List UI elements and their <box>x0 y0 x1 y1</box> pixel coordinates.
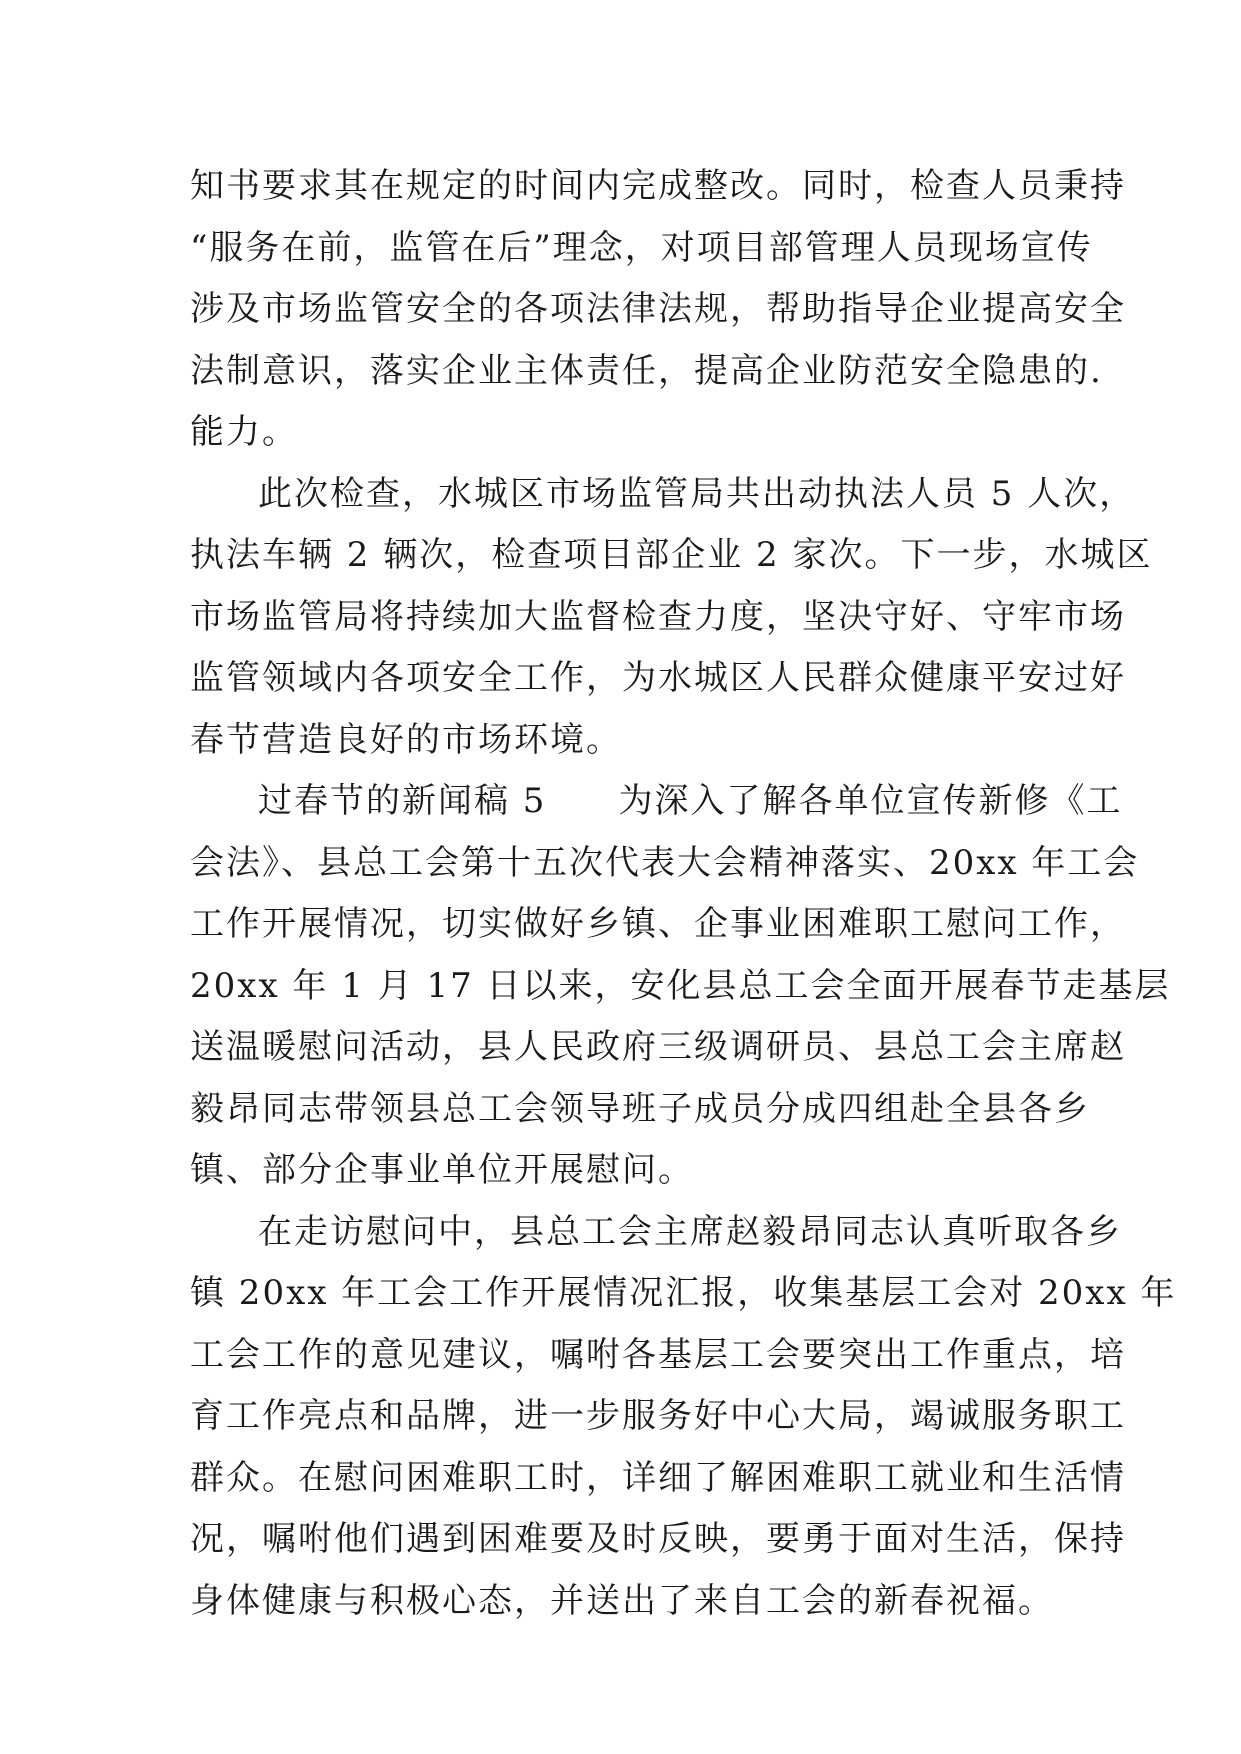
text-line: 20xx 年 1 月 17 日以来，安化县总工会全面开展春节走基层 <box>190 965 1171 1006</box>
text-line: 市场监管局将持续加大监督检查力度，坚决守好、守牢市场 <box>190 596 1126 637</box>
text-line: 镇 20xx 年工会工作开展情况汇报，收集基层工会对 20xx 年 <box>190 1273 1177 1313</box>
text-line: 群众。在慰问困难职工时，详细了解困难职工就业和生活情 <box>190 1457 1126 1498</box>
text-line: 法制意识，落实企业主体责任，提高企业防范安全隐患的. <box>190 350 1103 391</box>
text-line: 春节营造良好的市场环境。 <box>190 719 622 760</box>
text-line: 监管领域内各项安全工作，为水城区人民群众健康平安过好 <box>190 658 1126 698</box>
text-line: 知书要求其在规定的时间内完成整改。同时，检查人员秉持 <box>190 166 1126 206</box>
text-line: 育工作亮点和品牌，进一步服务好中心大局，竭诚服务职工 <box>190 1396 1126 1436</box>
text-line: 涉及市场监管安全的各项法律法规，帮助指导企业提高安全 <box>190 289 1126 329</box>
text-line: 毅昂同志带领县总工会领导班子成员分成四组赴全县各乡 <box>190 1088 1090 1129</box>
text-line: 况，嘱咐他们遇到困难要及时反映，要勇于面对生活，保持 <box>190 1519 1126 1559</box>
text-line: “服务在前，监管在后”理念，对项目部管理人员现场宣传 <box>190 227 1093 268</box>
text-line: 镇、部分企事业单位开展慰问。 <box>190 1150 694 1190</box>
text-line: 工作开展情况，切实做好乡镇、企事业困难职工慰问工作， <box>190 904 1126 944</box>
text-line: 在走访慰问中，县总工会主席赵毅昂同志认真听取各乡 <box>258 1211 1122 1252</box>
text-line: 能力。 <box>190 412 298 452</box>
text-line: 身体健康与积极心态，并送出了来自工会的新春祝福。 <box>190 1580 1054 1621</box>
text-line: 执法车辆 2 辆次，检查项目部企业 2 家次。下一步，水城区 <box>190 535 1153 575</box>
text-line: 过春节的新闻稿 5 为深入了解各单位宣传新修《工 <box>258 781 1123 821</box>
text-line: 会法》、县总工会第十五次代表大会精神落实、20xx 年工会 <box>190 842 1140 883</box>
text-line: 送温暖慰问活动，县人民政府三级调研员、县总工会主席赵 <box>190 1027 1126 1067</box>
body-text <box>190 156 1177 1632</box>
text-line: 工会工作的意见建议，嘱咐各基层工会要突出工作重点，培 <box>190 1334 1126 1375</box>
text-line: 此次检查，水城区市场监管局共出动执法人员 5 人次， <box>258 473 1136 514</box>
